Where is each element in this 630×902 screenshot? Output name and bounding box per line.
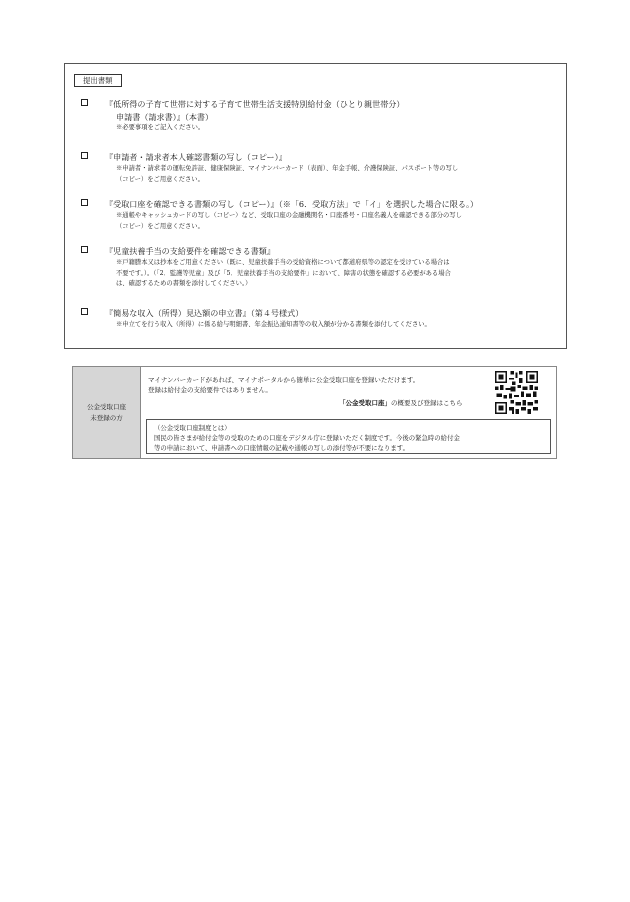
checkbox[interactable] bbox=[81, 308, 88, 315]
public-account-info-box bbox=[72, 366, 557, 459]
checkbox[interactable] bbox=[81, 99, 88, 106]
document-title: 『低所得の子育て世帯に対する子育て世帯生活支援特別給付金（ひとり親世帯分） bbox=[105, 99, 405, 109]
document-item-eligibility bbox=[81, 245, 559, 290]
document-title: 『申請者・請求者本人確認書類の写し（コピー）』 bbox=[105, 152, 287, 162]
document-note: ※申立てを行う収入（所得）に係る給与明細書、年金振込通知書等の収入額が分かる書類を添付してください。 bbox=[116, 321, 431, 328]
checkbox[interactable] bbox=[81, 246, 88, 253]
registration-link-text[interactable]: 「公金受取口座」の概要及び登録はこちら bbox=[339, 399, 463, 407]
section-title: 提出書類 bbox=[74, 74, 122, 87]
document-note: ※戸籍謄本又は抄本をご用意ください（既に、児童扶養手当の受給資格について都道府県等の認定を受けている場合は 不要です。）。（「2．監護等児童」及び「5．児童扶養手当の支給要件」において、障害の状態を確認する必要がある場合 は、確認するための書類を添付してください。） bbox=[116, 259, 451, 287]
system-definition-box: （公金受取口座制度とは） 国民の皆さまが給付金等の受取のための口座をデジタル庁に登録いただく制度です。今後の緊急時の給付金 等の申請において、申請書への口座情報の記載や通帳の写しの添付等が不要になります。 bbox=[146, 419, 551, 454]
document-item-account-copy bbox=[81, 198, 559, 232]
checkbox[interactable] bbox=[81, 152, 88, 159]
info-text: マイナンバーカードがあれば、マイナポータルから簡単に公金受取口座を登録いただけます。 登録は給付金の支給要件ではありません。 bbox=[148, 376, 420, 394]
document-title: 『簡易な収入（所得）見込額の申立書』（第４号様式） bbox=[105, 308, 304, 318]
document-note: ※通帳やキャッシュカードの写し（コピー）など、受取口座の金融機関名・口座番号・口座名義人を確認できる部分の写し （コピー）をご用意ください。 bbox=[116, 212, 462, 230]
document-item-income-statement bbox=[81, 307, 559, 331]
qr-code-icon[interactable] bbox=[495, 371, 538, 414]
checkbox[interactable] bbox=[81, 199, 88, 206]
document-item-application bbox=[81, 98, 559, 134]
submission-documents-section bbox=[64, 63, 567, 349]
document-title: 『受取口座を確認できる書類の写し（コピー）』（※「6．受取方法」で「イ」を選択した場合に限る。） bbox=[105, 199, 479, 209]
document-title-line2: 申請書（請求書）』（本書） bbox=[116, 112, 214, 122]
document-note: ※申請者・請求者の運転免許証、健康保険証、マイナンバーカード（表面）、年金手帳、介護保険証、パスポート等の写し （コピー）をご用意ください。 bbox=[116, 165, 459, 183]
info-label: 公金受取口座 未登録の方 bbox=[73, 367, 141, 458]
document-title: 『児童扶養手当の支給要件を確認できる書類』 bbox=[105, 246, 275, 256]
document-item-id-copy bbox=[81, 151, 559, 185]
document-note: ※必要事項をご記入ください。 bbox=[116, 124, 205, 131]
